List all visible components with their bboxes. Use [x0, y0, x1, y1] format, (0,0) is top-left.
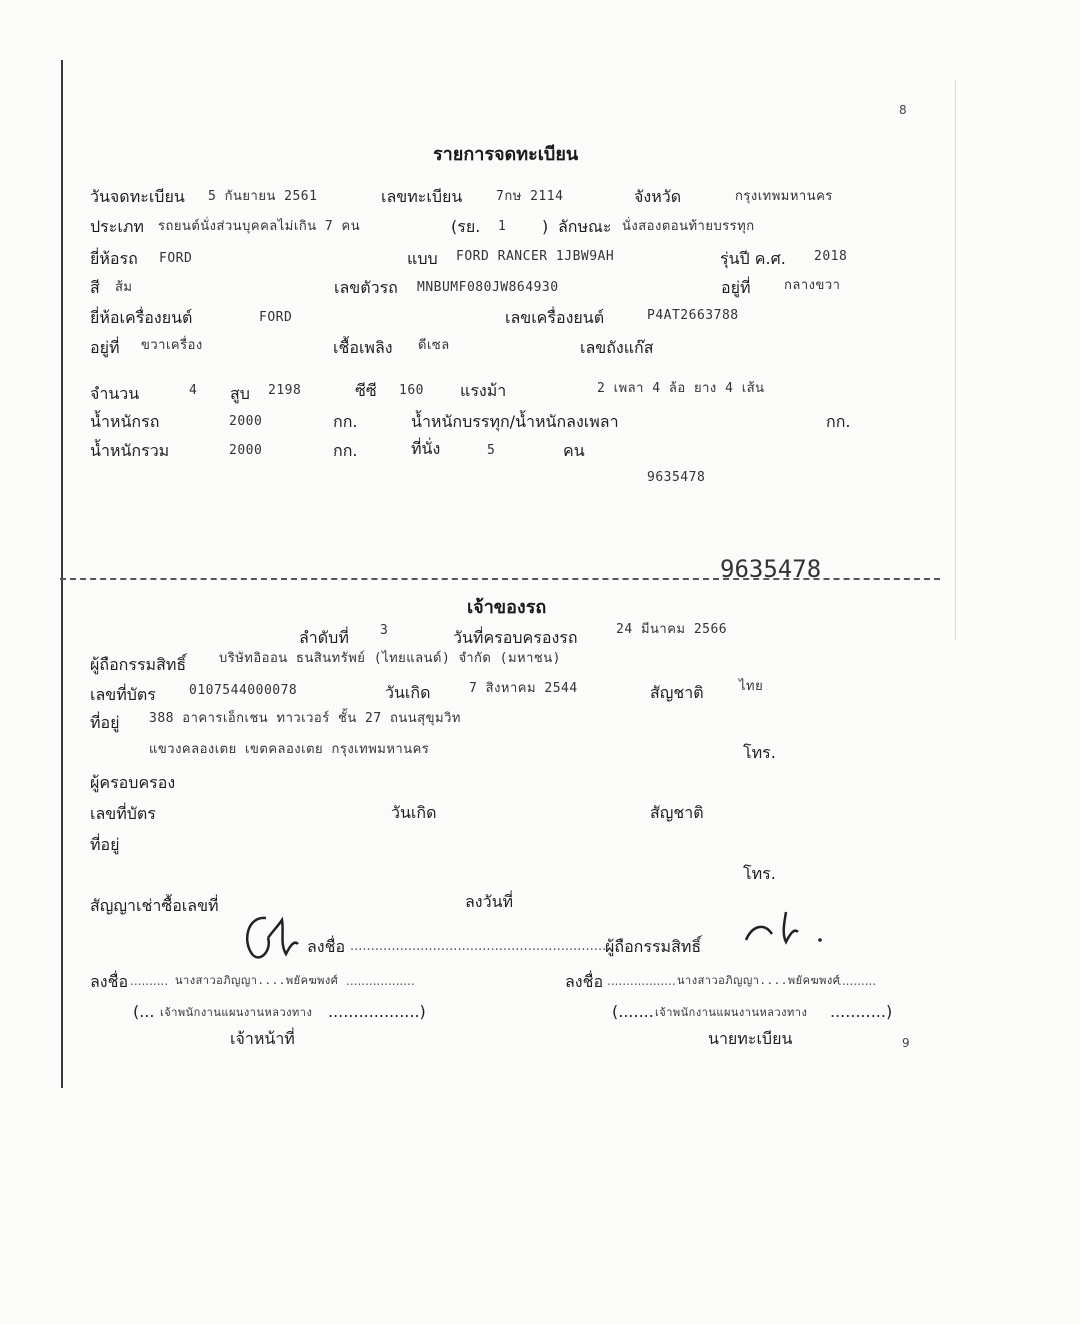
fuel-label: เชื้อเพลิง	[333, 338, 393, 357]
engine-location-label: อยู่ที่	[90, 338, 120, 357]
officer-role: เจ้าหน้าที่	[230, 1029, 295, 1048]
page-number-bottom: 9	[902, 1036, 910, 1050]
tel-label: โทร.	[743, 743, 776, 762]
seats-unit: คน	[563, 441, 585, 460]
type-label: ประเภท	[90, 217, 144, 236]
plate-label: เลขทะเบียน	[381, 187, 463, 206]
model: FORD RANCER 1JBW9AH	[456, 249, 615, 264]
birth-date: 7 สิงหาคม 2544	[469, 681, 578, 696]
nationality-label: สัญชาติ	[650, 683, 704, 702]
contract-label: สัญญาเช่าซื้อเลขที่	[90, 896, 219, 915]
left-border-line	[61, 60, 63, 1088]
order-label: ลำดับที่	[299, 628, 349, 647]
color-label: สี	[90, 278, 100, 297]
year: 2018	[814, 249, 848, 264]
seats-label: ที่นั่ง	[411, 439, 441, 458]
officer-sign-label: ลงชื่อ	[90, 972, 129, 991]
order: 3	[380, 623, 389, 638]
horsepower: 160	[399, 383, 424, 398]
weight-unit: กก.	[333, 412, 358, 431]
engine-no-label: เลขเครื่องยนต์	[505, 308, 605, 327]
serial-number-large: 9635478	[714, 560, 827, 578]
style: นั่งสองตอนท้ายบรรทุก	[622, 219, 755, 234]
address-line-2: แขวงคลองเตย เขตคลองเตย กรุงเทพมหานคร	[149, 742, 430, 757]
officer-sign-dots-left: ..........	[130, 974, 169, 988]
cc-unit: ซีซี	[355, 381, 377, 400]
type: รถยนต์นั่งส่วนบุคคลไม่เกิน 7 คน	[158, 219, 361, 234]
registrar-sign-dots-left: ..................	[607, 974, 676, 988]
registrar-position-close: ...........)	[830, 1002, 893, 1021]
possession-date-label: วันที่ครอบครองรถ	[453, 628, 578, 647]
cc: 2198	[268, 383, 302, 398]
serial-number: 9635478	[647, 470, 706, 485]
total-weight-unit: กก.	[333, 441, 358, 460]
registrar-sign-dots-right: ..........	[838, 974, 877, 988]
engine-brand-label: ยี่ห้อเครื่องยนต์	[90, 308, 193, 327]
color: ส้ม	[115, 280, 133, 295]
load-unit: กก.	[826, 412, 851, 431]
engine-location: ขวาเครื่อง	[141, 338, 203, 353]
officer-position: เจ้าพนักงานแผนงานหลวงทาง	[160, 1006, 313, 1019]
fuel: ดีเซล	[418, 338, 450, 353]
possessor-birth-label: วันเกิด	[391, 803, 437, 822]
nationality: ไทย	[739, 679, 764, 694]
possession-date: 24 มีนาคม 2566	[616, 622, 728, 637]
model-label: แบบ	[407, 249, 438, 268]
birth-label: วันเกิด	[385, 683, 431, 702]
horsepower-unit: แรงม้า	[460, 381, 507, 400]
officer-sign-dots-right: ..................	[346, 974, 415, 988]
total-weight: 2000	[229, 443, 263, 458]
weight-label: น้ำหนักรถ	[90, 412, 160, 431]
contract-date-label: ลงวันที่	[465, 892, 514, 911]
axles: 2 เพลา 4 ล้อ ยาง 4 เส้น	[597, 381, 765, 396]
count-label: จำนวน	[90, 384, 140, 403]
owner-title: เจ้าของรถ	[467, 597, 547, 618]
ry-suffix: )	[542, 217, 549, 236]
possessor-label: ผู้ครอบครอง	[90, 773, 176, 792]
weight: 2000	[229, 414, 263, 429]
brand-label: ยี่ห้อรถ	[90, 249, 138, 268]
chassis: MNBUMF080JW864930	[417, 280, 559, 295]
registrar-sign-label: ลงชื่อ	[565, 972, 604, 991]
reg-date: 5 กันยายน 2561	[208, 189, 318, 204]
chassis-label: เลขตัวรถ	[334, 278, 398, 297]
registrar-position-open: (.......	[612, 1002, 654, 1021]
engine-brand: FORD	[259, 310, 293, 325]
address-label: ที่อยู่	[90, 713, 120, 732]
holder-label: ผู้ถือกรรมสิทธิ์	[90, 655, 187, 674]
total-weight-label: น้ำหนักรวม	[90, 441, 170, 460]
registrar-role: นายทะเบียน	[708, 1029, 793, 1048]
seats: 5	[487, 443, 496, 458]
registration-title: รายการจดทะเบียน	[433, 144, 579, 165]
reg-date-label: วันจดทะเบียน	[90, 187, 185, 206]
gas-tank-label: เลขถังแก๊ส	[580, 338, 654, 357]
brand: FORD	[159, 251, 193, 266]
officer-name: นางสาวอภิญญา....พยัคฆพงศ์	[175, 974, 339, 987]
holder-signature-mark	[238, 910, 308, 966]
right-faint-line	[955, 80, 956, 640]
officer-position-open: (...	[133, 1002, 155, 1021]
holder-sign-dots: .................................................................	[350, 939, 619, 954]
officer-position-close: ..................)	[328, 1002, 426, 1021]
holder: บริษัทอิออน ธนสินทรัพย์ (ไทยแลนด์) จำกัด (มหาชน)	[219, 651, 561, 666]
holder-sign-suffix: ผู้ถือกรรมสิทธิ์	[605, 937, 702, 956]
plate: 7กษ 2114	[496, 189, 564, 204]
card-number: 0107544000078	[189, 683, 298, 698]
style-label: ลักษณะ	[558, 217, 612, 236]
holder-sign-label: ลงชื่อ	[307, 937, 346, 956]
registrar-signature-mark	[742, 904, 832, 950]
registrar-position: เจ้าพนักงานแผนงานหลวงทาง	[655, 1006, 808, 1019]
engine-no: P4AT2663788	[647, 308, 739, 323]
possessor-address-label: ที่อยู่	[90, 835, 120, 854]
year-label: รุ่นปี ค.ศ.	[720, 249, 786, 268]
registrar-name: นางสาวอภิญญา....พยัคฆพงศ์	[677, 974, 841, 987]
possessor-nationality-label: สัญชาติ	[650, 803, 704, 822]
chassis-location-label: อยู่ที่	[721, 278, 751, 297]
possessor-tel-label: โทร.	[743, 864, 776, 883]
cylinders: 4	[189, 383, 198, 398]
province-label: จังหวัด	[634, 187, 682, 206]
province: กรุงเทพมหานคร	[735, 189, 833, 204]
ry-prefix: (รย.	[451, 217, 481, 236]
cylinder-unit: สูบ	[230, 384, 250, 403]
ry-value: 1	[498, 219, 507, 234]
page-number-top: 8	[899, 103, 907, 117]
chassis-location: กลางขวา	[784, 278, 841, 293]
address-line-1: 388 อาคารเอ็กเชน ทาวเวอร์ ชั้น 27 ถนนสุขุมวิท	[149, 711, 461, 726]
possessor-card-label: เลขที่บัตร	[90, 804, 156, 823]
load-label: น้ำหนักบรรทุก/น้ำหนักลงเพลา	[411, 412, 619, 431]
card-label: เลขที่บัตร	[90, 685, 156, 704]
